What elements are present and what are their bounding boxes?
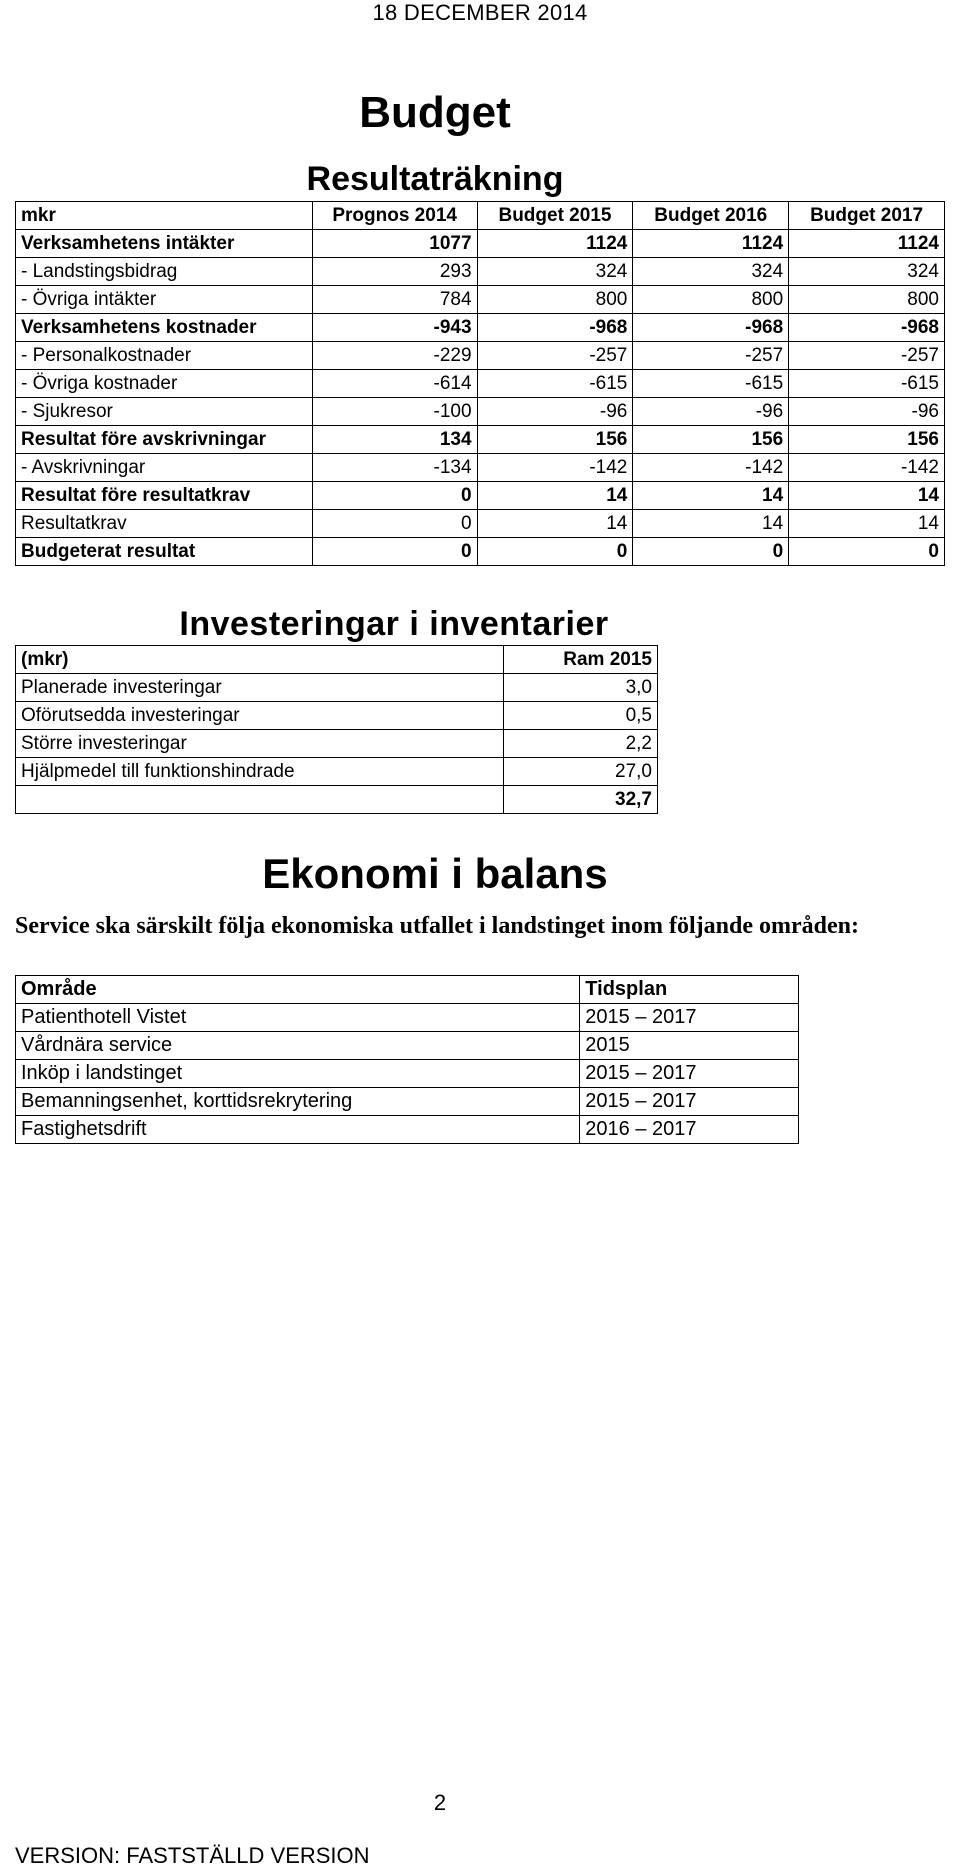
value-cell: 784 bbox=[312, 286, 477, 314]
table-row bbox=[16, 674, 658, 702]
value-cell: -96 bbox=[633, 398, 789, 426]
value-cell: 14 bbox=[633, 510, 789, 538]
value-cell: -96 bbox=[789, 398, 945, 426]
row-label: Verksamhetens kostnader bbox=[16, 314, 313, 342]
value-cell: -615 bbox=[633, 370, 789, 398]
row-label: Verksamhetens intäkter bbox=[16, 230, 313, 258]
table-row bbox=[16, 482, 945, 510]
row-label: Resultat före resultatkrav bbox=[16, 482, 313, 510]
value-cell: -100 bbox=[312, 398, 477, 426]
area-cell: Fastighetsdrift bbox=[16, 1116, 580, 1144]
total-row bbox=[16, 786, 658, 814]
investments-heading: Investeringar i inventarier bbox=[179, 605, 609, 643]
table-row bbox=[16, 1116, 799, 1144]
row-label: - Övriga kostnader bbox=[16, 370, 313, 398]
value-cell: -257 bbox=[789, 342, 945, 370]
value-cell: -134 bbox=[312, 454, 477, 482]
area-cell: Bemanningsenhet, korttidsrekrytering bbox=[16, 1088, 580, 1116]
value-cell: 800 bbox=[633, 286, 789, 314]
table-row bbox=[16, 730, 658, 758]
value-cell: 800 bbox=[789, 286, 945, 314]
balance-table bbox=[15, 975, 799, 1144]
investments-table bbox=[15, 645, 658, 814]
row-label: Resultat före avskrivningar bbox=[16, 426, 313, 454]
value-cell: 0 bbox=[312, 538, 477, 566]
column-header: (mkr) bbox=[16, 646, 504, 674]
value-cell: 0 bbox=[312, 510, 477, 538]
value-cell: -615 bbox=[477, 370, 633, 398]
value-cell: -968 bbox=[477, 314, 633, 342]
row-label: - Landstingsbidrag bbox=[16, 258, 313, 286]
column-header: Prognos 2014 bbox=[312, 202, 477, 230]
table-row bbox=[16, 230, 945, 258]
value-cell: 0 bbox=[633, 538, 789, 566]
value-cell: 156 bbox=[789, 426, 945, 454]
value-cell: -142 bbox=[633, 454, 789, 482]
footer-version: VERSION: FASTSTÄLLD VERSION bbox=[15, 1843, 370, 1868]
table-row bbox=[16, 398, 945, 426]
table-header-row bbox=[16, 202, 945, 230]
value-cell: 293 bbox=[312, 258, 477, 286]
value-cell: 1124 bbox=[477, 230, 633, 258]
value-cell: -142 bbox=[477, 454, 633, 482]
plan-cell: 2015 – 2017 bbox=[580, 1060, 799, 1088]
value-cell: -968 bbox=[789, 314, 945, 342]
table-header-row bbox=[16, 646, 658, 674]
value-cell: 27,0 bbox=[504, 758, 658, 786]
value-cell: 0 bbox=[477, 538, 633, 566]
column-header: Budget 2017 bbox=[789, 202, 945, 230]
table-row bbox=[16, 1004, 799, 1032]
table-row bbox=[16, 314, 945, 342]
plan-cell: 2015 – 2017 bbox=[580, 1088, 799, 1116]
value-cell: 14 bbox=[789, 510, 945, 538]
value-cell: -142 bbox=[789, 454, 945, 482]
value-cell: 1077 bbox=[312, 230, 477, 258]
column-header: Tidsplan bbox=[580, 976, 799, 1004]
plan-cell: 2015 bbox=[580, 1032, 799, 1060]
table-row bbox=[16, 454, 945, 482]
table-row bbox=[16, 342, 945, 370]
table-row bbox=[16, 702, 658, 730]
row-label: Större investeringar bbox=[16, 730, 504, 758]
table-row bbox=[16, 510, 945, 538]
column-header: mkr bbox=[16, 202, 313, 230]
value-cell: 324 bbox=[789, 258, 945, 286]
total-value: 32,7 bbox=[504, 786, 658, 814]
row-label: Hjälpmedel till funktionshindrade bbox=[16, 758, 504, 786]
value-cell: -257 bbox=[477, 342, 633, 370]
value-cell: 156 bbox=[477, 426, 633, 454]
page-title: Budget bbox=[359, 88, 511, 137]
plan-cell: 2016 – 2017 bbox=[580, 1116, 799, 1144]
value-cell: -614 bbox=[312, 370, 477, 398]
column-header: Budget 2015 bbox=[477, 202, 633, 230]
value-cell: -96 bbox=[477, 398, 633, 426]
area-cell: Patienthotell Vistet bbox=[16, 1004, 580, 1032]
column-header: Område bbox=[16, 976, 580, 1004]
value-cell: 14 bbox=[477, 482, 633, 510]
value-cell: 0,5 bbox=[504, 702, 658, 730]
value-cell: 14 bbox=[789, 482, 945, 510]
balance-heading: Ekonomi i balans bbox=[262, 850, 608, 897]
header-date: 18 DECEMBER 2014 bbox=[372, 0, 588, 25]
table-row bbox=[16, 426, 945, 454]
value-cell: 324 bbox=[633, 258, 789, 286]
value-cell: 3,0 bbox=[504, 674, 658, 702]
row-label: - Avskrivningar bbox=[16, 454, 313, 482]
table-row bbox=[16, 370, 945, 398]
empty-cell bbox=[16, 786, 504, 814]
row-label: - Sjukresor bbox=[16, 398, 313, 426]
area-cell: Vårdnära service bbox=[16, 1032, 580, 1060]
table-row bbox=[16, 758, 658, 786]
row-label: - Personalkostnader bbox=[16, 342, 313, 370]
value-cell: 1124 bbox=[633, 230, 789, 258]
value-cell: -229 bbox=[312, 342, 477, 370]
area-cell: Inköp i landstinget bbox=[16, 1060, 580, 1088]
column-header: Ram 2015 bbox=[504, 646, 658, 674]
value-cell: 0 bbox=[312, 482, 477, 510]
value-cell: -257 bbox=[633, 342, 789, 370]
plan-cell: 2015 – 2017 bbox=[580, 1004, 799, 1032]
row-label: - Övriga intäkter bbox=[16, 286, 313, 314]
value-cell: 156 bbox=[633, 426, 789, 454]
value-cell: 14 bbox=[477, 510, 633, 538]
row-label: Planerade investeringar bbox=[16, 674, 504, 702]
row-label: Resultatkrav bbox=[16, 510, 313, 538]
value-cell: 2,2 bbox=[504, 730, 658, 758]
value-cell: 800 bbox=[477, 286, 633, 314]
page-number: 2 bbox=[433, 1790, 447, 1815]
balance-intro: Service ska särskilt följa ekonomiska utfallet i landstinget inom följande områden: bbox=[15, 913, 859, 939]
value-cell: 1124 bbox=[789, 230, 945, 258]
value-cell: 324 bbox=[477, 258, 633, 286]
table-row bbox=[16, 1088, 799, 1116]
value-cell: 134 bbox=[312, 426, 477, 454]
table-header-row bbox=[16, 976, 799, 1004]
value-cell: -943 bbox=[312, 314, 477, 342]
column-header: Budget 2016 bbox=[633, 202, 789, 230]
value-cell: -968 bbox=[633, 314, 789, 342]
table-row bbox=[16, 538, 945, 566]
table-row bbox=[16, 286, 945, 314]
row-label: Oförutsedda investeringar bbox=[16, 702, 504, 730]
table-row bbox=[16, 1032, 799, 1060]
value-cell: 14 bbox=[633, 482, 789, 510]
value-cell: 0 bbox=[789, 538, 945, 566]
table-row bbox=[16, 258, 945, 286]
row-label: Budgeterat resultat bbox=[16, 538, 313, 566]
value-cell: -615 bbox=[789, 370, 945, 398]
table-row bbox=[16, 1060, 799, 1088]
income-statement-table bbox=[15, 201, 945, 566]
income-statement-heading: Resultaträkning bbox=[306, 160, 564, 198]
